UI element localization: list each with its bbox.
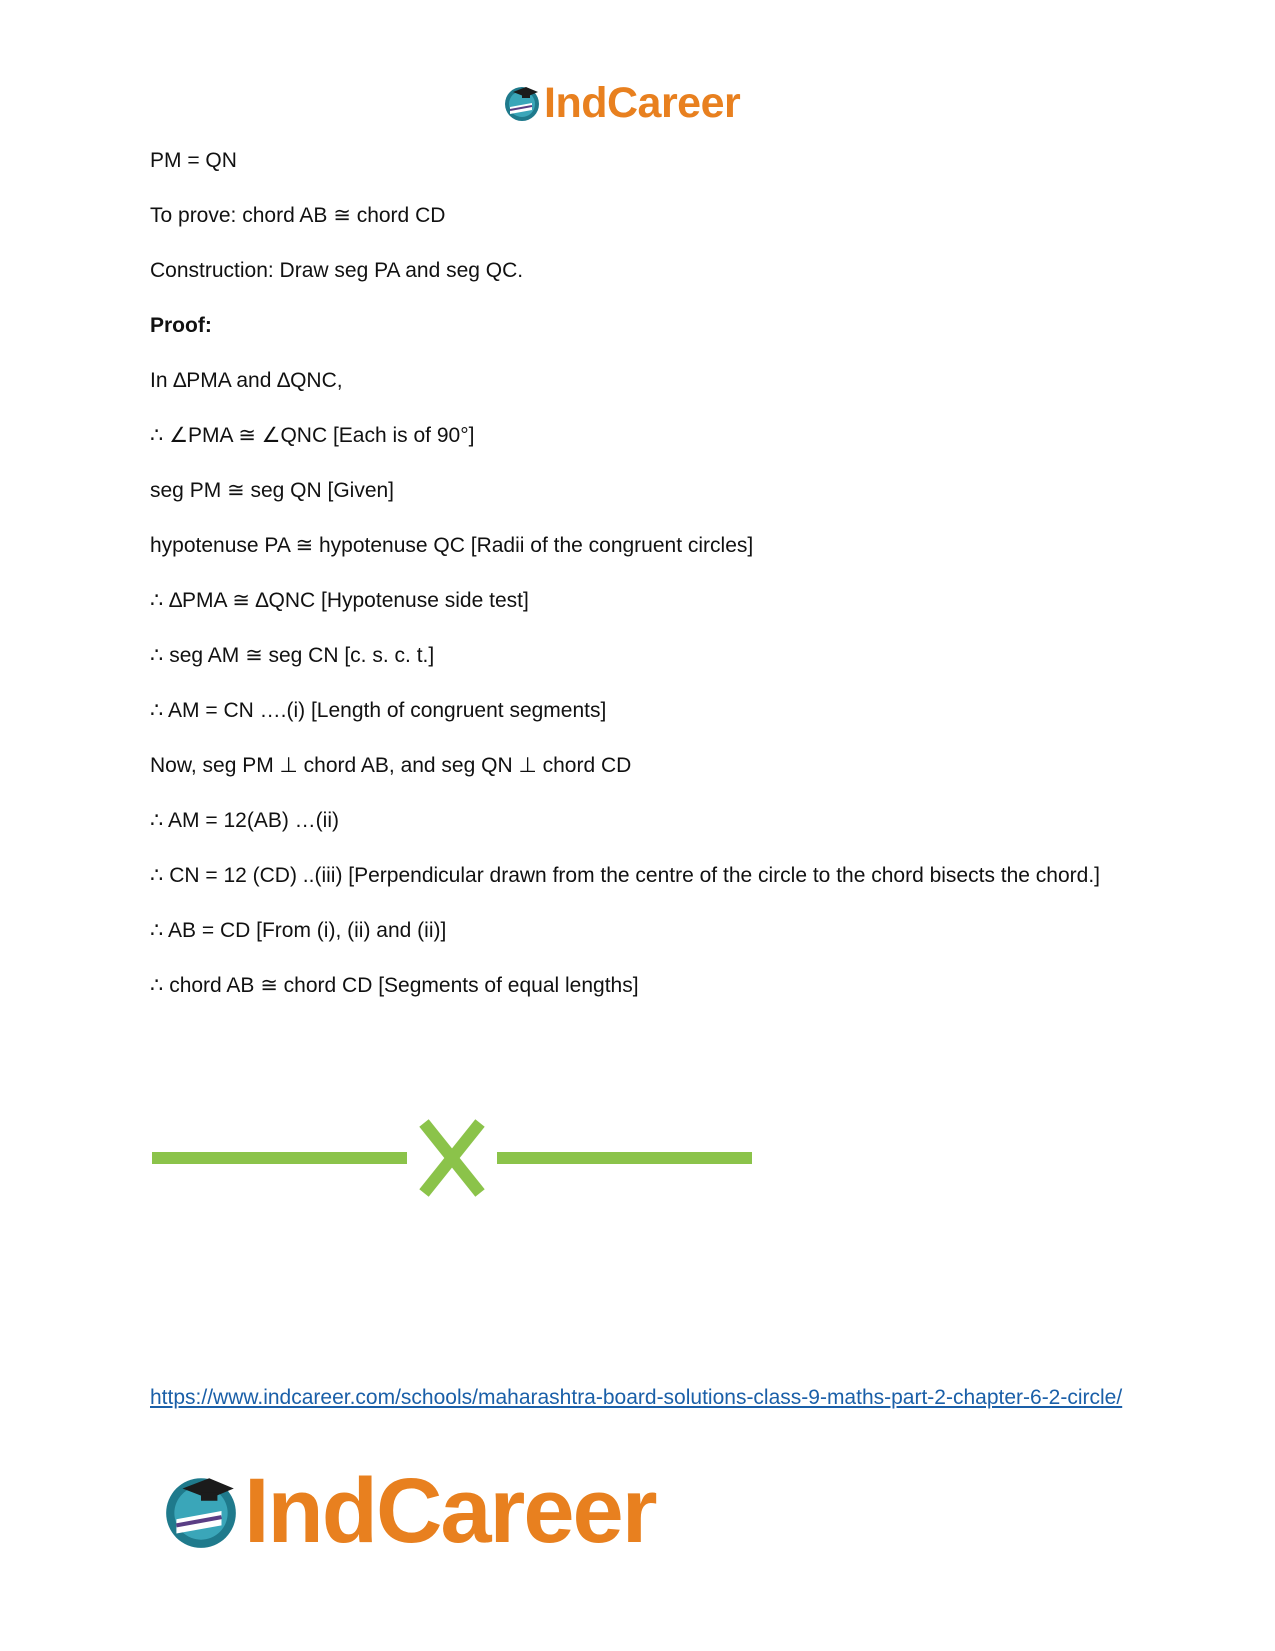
proof-line: ∴ AM = 12(AB) …(ii) <box>150 809 339 832</box>
proof-line: ∴ ∠PMA ≅ ∠QNC [Each is of 90°] <box>150 424 475 447</box>
proof-line: ∴ AM = CN ….(i) [Length of congruent segments] <box>150 699 607 722</box>
proof-line: PM = QN <box>150 149 237 172</box>
proof-line: ∴ chord AB ≅ chord CD [Segments of equal lengths] <box>150 974 639 997</box>
footer-logo <box>160 1460 656 1562</box>
proof-line: hypotenuse PA ≅ hypotenuse QC [Radii of the congruent circles] <box>150 534 754 557</box>
proof-line: Construction: Draw seg PA and seg QC. <box>150 259 524 282</box>
proof-line: ∴ seg AM ≅ seg CN [c. s. c. t.] <box>150 644 435 667</box>
source-link[interactable]: https://www.indcareer.com/schools/maharashtra-board-solutions-class-9-maths-part-2-chapter-6-2-circle/ <box>150 1386 1123 1409</box>
header-logo-text: IndCareer <box>544 79 741 127</box>
proof-line: To prove: chord AB ≅ chord CD <box>150 204 446 227</box>
proof-line: seg PM ≅ seg QN [Given] <box>150 479 395 502</box>
proof-line: ∴ AB = CD [From (i), (ii) and (ii)] <box>150 919 447 942</box>
globe-graduation-cap-icon <box>160 1470 242 1552</box>
proof-line: Now, seg PM ⊥ chord AB, and seg QN ⊥ chord CD <box>150 754 632 777</box>
proof-line: In ∆PMA and ∆QNC, <box>150 369 343 392</box>
proof-content <box>150 146 1130 1026</box>
footer-logo-text: IndCareer <box>244 1460 656 1562</box>
proof-line: ∴ CN = 12 (CD) ..(iii) [Perpendicular drawn from the centre of the circle to the chord bisects the chord.] <box>150 864 1101 887</box>
globe-graduation-cap-icon <box>502 83 542 123</box>
proof-line: ∴ ∆PMA ≅ ∆QNC [Hypotenuse side test] <box>150 589 529 612</box>
header-logo <box>502 78 740 128</box>
x-divider-icon <box>152 1118 752 1198</box>
section-heading: Proof: <box>150 314 212 337</box>
